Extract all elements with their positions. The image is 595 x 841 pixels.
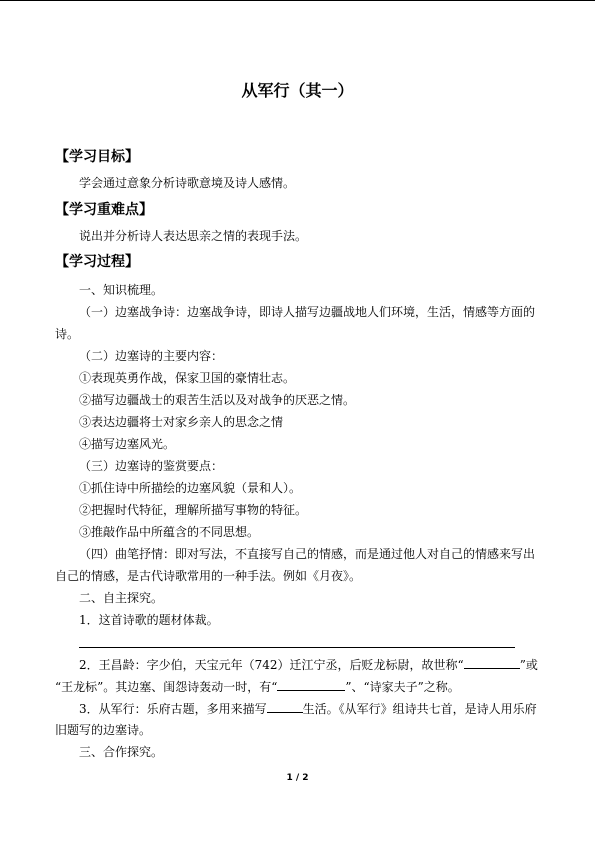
question-3-line1: 3．从军行：乐府古题，多用来描写 生活。《从军行》组诗共七首，是诗人用乐府 (79, 702, 537, 716)
goal-text: 学会通过意象分析诗歌意境及诗人感情。 (79, 176, 296, 190)
page-top-rule (0, 0, 595, 1)
fill-blank[interactable] (277, 678, 345, 691)
goal-heading: 【学习目标】 (55, 149, 139, 165)
fill-blank[interactable] (464, 656, 520, 669)
p3-item: ③推敲作品中所蕴含的不同思想。 (79, 525, 260, 539)
key-points-text: 说出并分析诗人表达思亲之情的表现手法。 (79, 229, 308, 243)
p2-heading: （二）边塞诗的主要内容： (79, 349, 224, 363)
p1-line2: 诗。 (55, 327, 80, 341)
question-1: 1．这首诗歌的题材体裁。 (79, 613, 219, 627)
p3-item: ①抓住诗中所描绘的边塞风貌（景和人）。 (79, 481, 302, 495)
p2-item: ②描写边疆战士的艰苦生活以及对战争的厌恶之情。 (79, 393, 356, 407)
p2-item: ①表现英勇作战，保家卫国的豪情壮志。 (79, 371, 296, 385)
fill-blank[interactable] (267, 700, 303, 713)
p2-item: ③表达边疆将士对家乡亲人的思念之情 (79, 415, 284, 429)
question-3-line2: 旧题写的边塞诗。 (55, 723, 152, 737)
part2-heading: 二、自主探究。 (79, 591, 164, 605)
question-2-line1: 2．王昌龄：字少伯，天宝元年（742）迁江宁丞，后贬龙标尉，故世称“ ”或 (79, 658, 538, 672)
key-points-heading: 【学习重难点】 (55, 202, 153, 218)
p3-item: ②把握时代特征，理解所描写事物的特征。 (79, 503, 308, 517)
p3-heading: （三）边塞诗的鉴赏要点： (79, 459, 224, 473)
question-2-line2: “王龙标”。其边塞、闺怨诗轰动一时，有“ ”、“诗家夫子”之称。 (55, 680, 460, 694)
p4-line2: 自己的情感，是古代诗歌常用的一种手法。例如《月夜》。 (55, 569, 362, 583)
p4-line1: （四）曲笔抒情：即对写法，不直接写自己的情感，而是通过他人对自己的情感来写出 (79, 547, 536, 561)
answer-line[interactable] (79, 647, 515, 648)
page-title: 从军行（其一） (241, 81, 354, 100)
process-heading: 【学习过程】 (55, 254, 139, 270)
page-number: 1 / 2 (286, 773, 309, 783)
part3-heading: 三、合作探究。 (79, 745, 164, 759)
part1-heading: 一、知识梳理。 (79, 283, 164, 297)
p2-item: ④描写边塞风光。 (79, 437, 176, 451)
p1-line1: （一）边塞战争诗：边塞战争诗，即诗人描写边疆战地人们环境，生活，情感等方面的 (79, 305, 536, 319)
